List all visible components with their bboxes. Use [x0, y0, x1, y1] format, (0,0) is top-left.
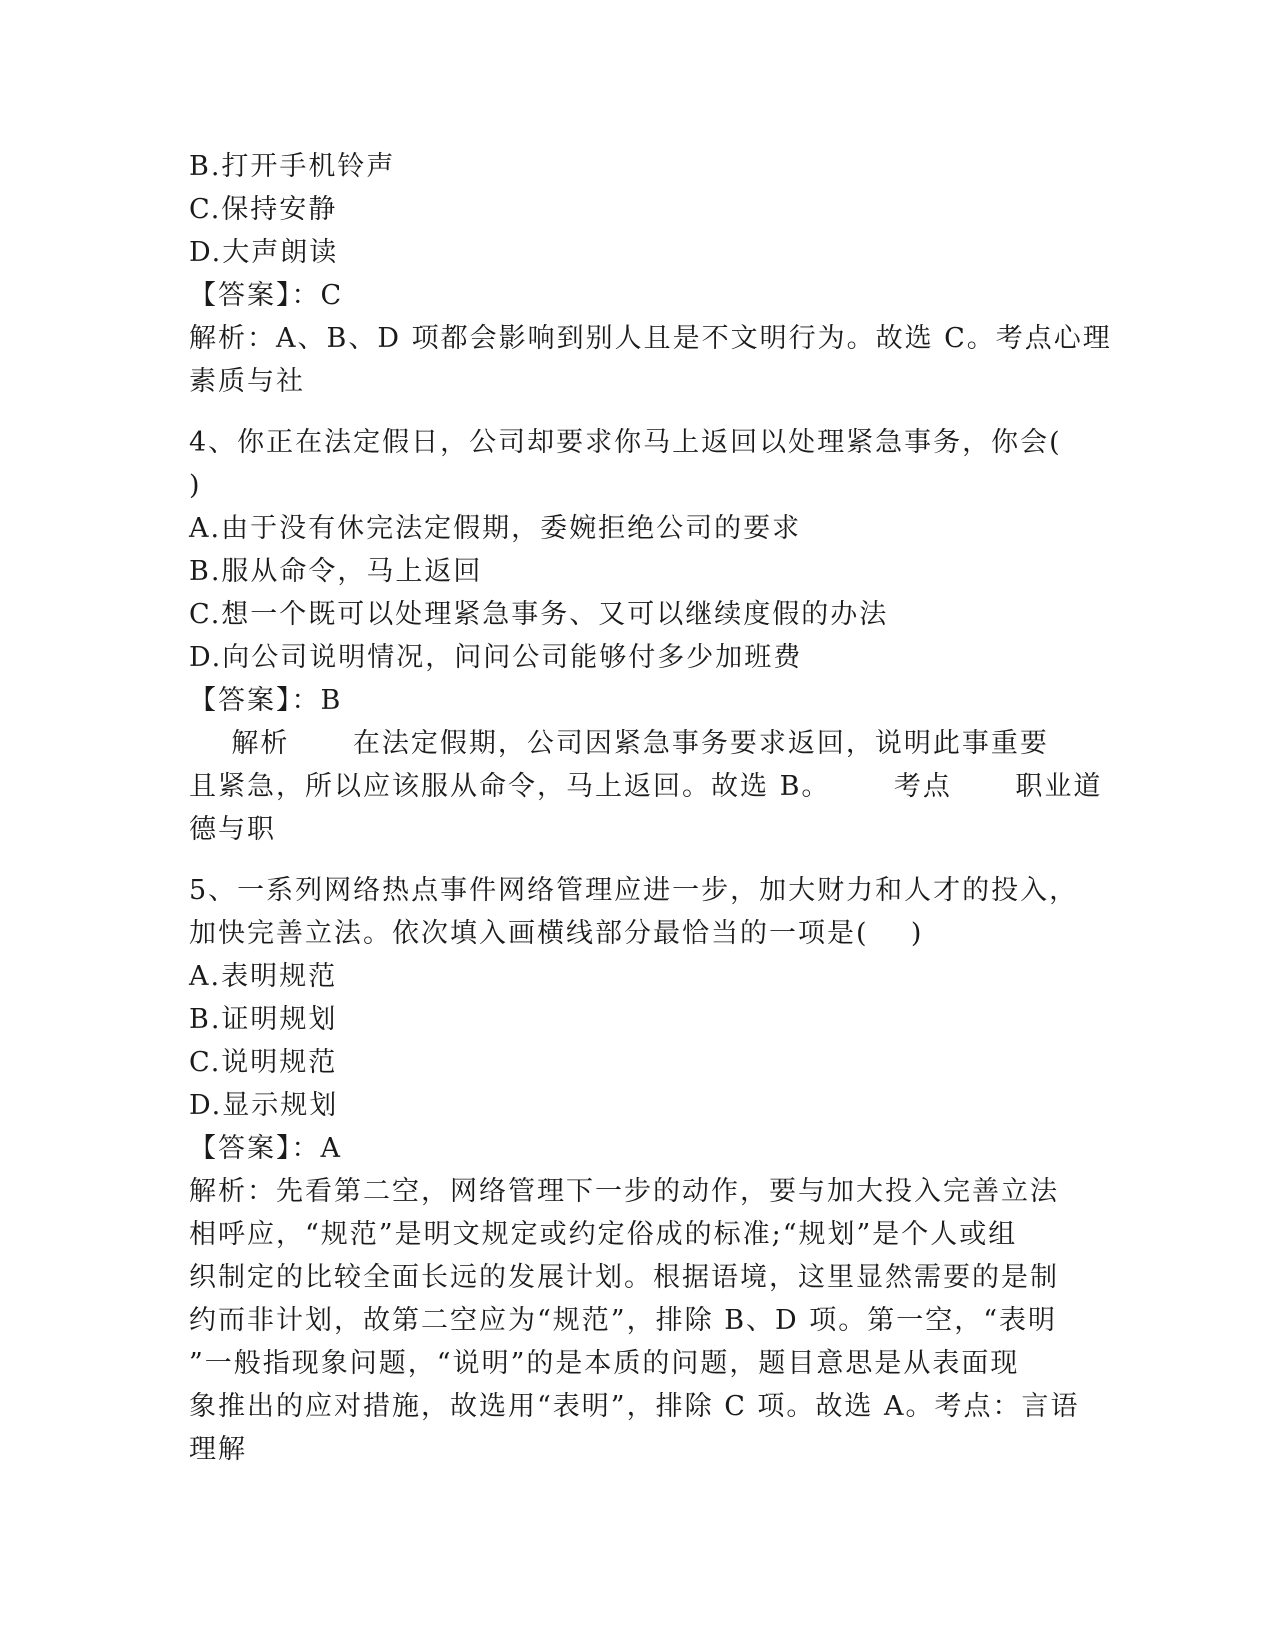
explanation-line: 解析：先看第二空，网络管理下一步的动作，要与加大投入完善立法: [189, 1176, 1059, 1207]
page-content: [189, 145, 1112, 1471]
explanation-line: 象推出的应对措施，故选用“表明”，排除 C 项。故选 A。考点：言语: [189, 1391, 1080, 1422]
question-5: [189, 869, 1089, 1471]
option-b: B.服从命令，马上返回: [189, 556, 483, 587]
question-text: ): [189, 470, 202, 501]
option-c: C.想一个既可以处理紧急事务、又可以继续度假的办法: [189, 599, 889, 630]
explanation-line: 德与职: [189, 814, 276, 845]
explanation-line: ”一般指现象问题，“说明”的是本质的问题，题目意思是从表面现: [189, 1348, 1020, 1379]
question-text: 4、你正在法定假日，公司却要求你马上返回以处理紧急事务，你会(: [189, 427, 1062, 458]
option-c: C.保持安静: [189, 194, 338, 225]
question-text: 加快完善立法。依次填入画横线部分最恰当的一项是( ): [189, 918, 924, 949]
option-d: D.向公司说明情况，问问公司能够付多少加班费: [189, 642, 803, 673]
answer-label: 【答案】：B: [189, 685, 343, 716]
explanation-line: 解析：A、B、D 项都会影响到别人且是不文明行为。故选 C。考点心理: [189, 323, 1112, 354]
paragraph-gap: [189, 403, 1089, 421]
explanation-line: 素质与社: [189, 366, 305, 397]
question-3-tail: [189, 145, 1112, 403]
option-a: A.表明规范: [189, 961, 338, 992]
explanation-line: 织制定的比较全面长远的发展计划。根据语境，这里显然需要的是制: [189, 1262, 1059, 1293]
option-b: B.打开手机铃声: [189, 151, 396, 182]
explanation-line: 理解: [189, 1434, 247, 1465]
option-c: C.说明规范: [189, 1047, 338, 1078]
explanation-line: 解析 在法定假期，公司因紧急事务要求返回，说明此事重要: [189, 728, 1049, 759]
question-4: [189, 421, 1103, 851]
answer-label: 【答案】：A: [189, 1133, 342, 1164]
question-text: 5、一系列网络热点事件网络管理应进一步，加大财力和人才的投入，: [189, 875, 1079, 906]
option-b: B.证明规划: [189, 1004, 338, 1035]
option-d: D.显示规划: [189, 1090, 339, 1121]
explanation-line: 约而非计划，故第二空应为“规范”，排除 B、D 项。第一空，“表明: [189, 1305, 1058, 1336]
explanation-line: 且紧急，所以应该服从命令，马上返回。故选 B。 考点 职业道: [189, 771, 1103, 802]
explanation-line: 相呼应，“规范”是明文规定或约定俗成的标准;“规划”是个人或组: [189, 1219, 1018, 1250]
option-d: D.大声朗读: [189, 237, 339, 268]
paragraph-gap: [189, 851, 1089, 869]
answer-label: 【答案】：C: [189, 280, 344, 311]
option-a: A.由于没有休完法定假期，委婉拒绝公司的要求: [189, 513, 802, 544]
